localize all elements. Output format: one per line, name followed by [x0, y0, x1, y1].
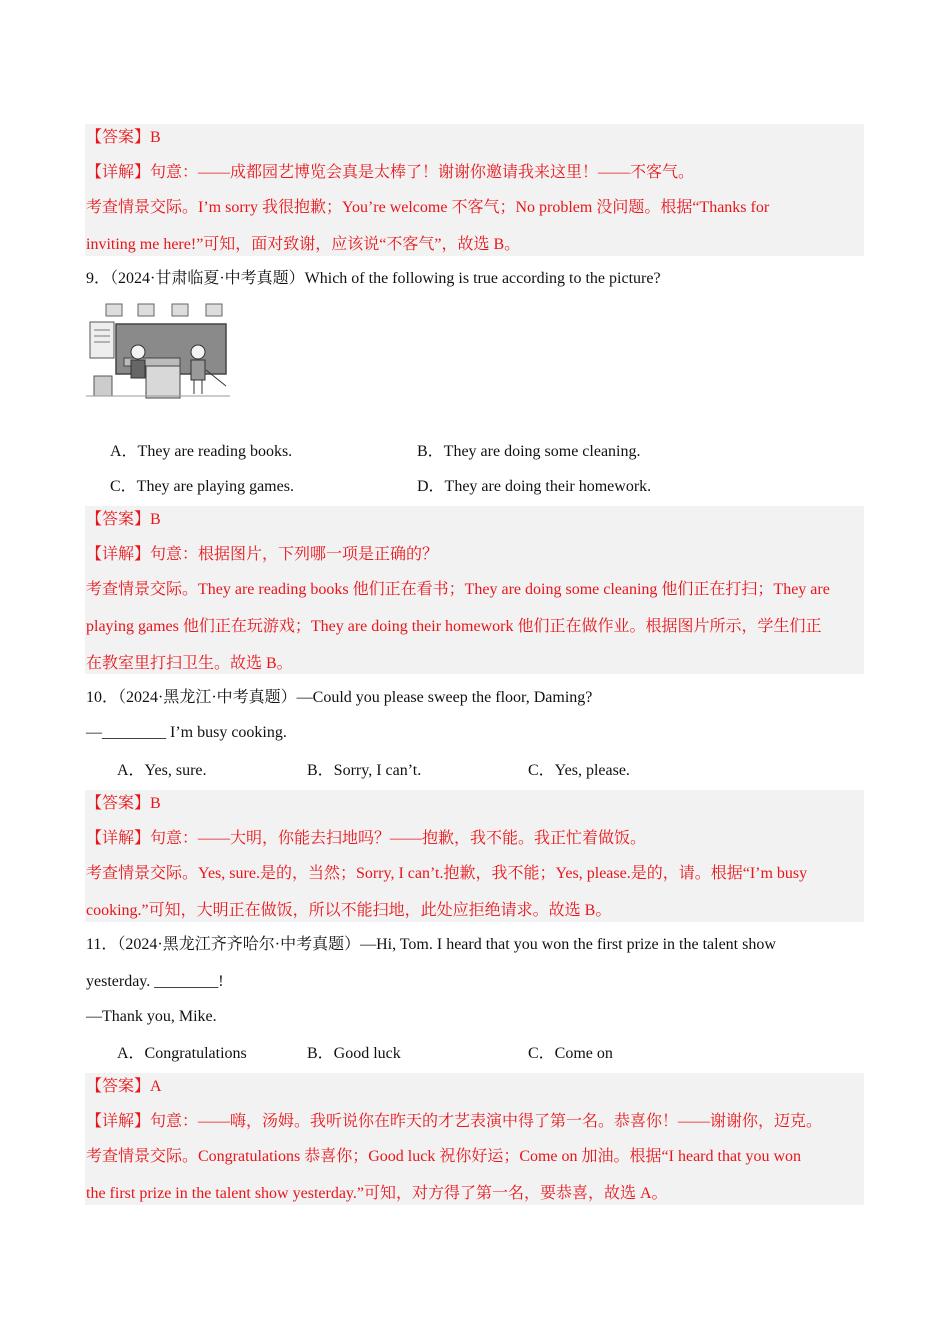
- analysis-text: 考查情景交际。They are reading books 他们正在看书；They are doing some cleaning 他们正在打扫；They are: [86, 581, 830, 598]
- answer-label: 【答案】B: [86, 511, 161, 528]
- option-c: C．Come on: [528, 1045, 613, 1062]
- question-stem-q11-line2: yesterday. ________!: [86, 973, 224, 990]
- answer-label: 【答案】B: [86, 129, 161, 146]
- analysis-text: 考查情景交际。I’m sorry 我很抱歉；You’re welcome 不客气；No problem 没问题。根据“Thanks for: [86, 199, 770, 216]
- detail-text: 【详解】句意：根据图片，下列哪一项是正确的？: [86, 546, 439, 563]
- analysis-text: playing games 他们正在玩游戏；They are doing their homework 他们正在做作业。根据图片所示，学生们正: [86, 618, 822, 635]
- option-c: C．Yes, please.: [528, 762, 630, 779]
- option-b: B．Sorry, I can’t.: [307, 762, 422, 779]
- option-d: D．They are doing their homework.: [417, 478, 652, 495]
- question-stem-q11-line3: —Thank you, Mike.: [86, 1008, 217, 1025]
- detail-text: 【详解】句意：——成都园艺博览会真是太棒了！谢谢你邀请我来这里！——不客气。: [86, 164, 695, 181]
- option-b: B．Good luck: [307, 1045, 401, 1062]
- classroom-picture: [86, 300, 230, 400]
- question-stem-q10: 10．（2024·黑龙江·中考真题）—Could you please sweep the floor, Daming?: [86, 689, 593, 706]
- answer-label: 【答案】B: [86, 795, 161, 812]
- answer-block-q11: [85, 1073, 864, 1205]
- analysis-text: inviting me here!”可知，面对致谢，应该说“不客气”，故选 B。: [86, 236, 521, 253]
- detail-text: 【详解】句意：——大明，你能去扫地吗？——抱歉，我不能。我正忙着做饭。: [86, 830, 647, 847]
- analysis-text: the first prize in the talent show yesterday.”可知，对方得了第一名，要恭喜，故选 A。: [86, 1185, 668, 1202]
- answer-label: 【答案】A: [86, 1078, 162, 1095]
- analysis-text: 考查情景交际。Yes, sure.是的，当然；Sorry, I can’t.抱歉，我不能；Yes, please.是的，请。根据“I’m busy: [86, 865, 808, 882]
- question-stem-q9: 9．（2024·甘肃临夏·中考真题）Which of the following is true according to the picture?: [86, 270, 661, 287]
- analysis-text: 在教室里打扫卫生。故选 B。: [86, 655, 293, 672]
- analysis-text: cooking.”可知，大明正在做饭，所以不能扫地，此处应拒绝请求。故选 B。: [86, 902, 612, 919]
- question-stem-q11: 11．（2024·黑龙江齐齐哈尔·中考真题）—Hi, Tom. I heard that you won the first prize in the talent show: [86, 936, 776, 953]
- option-c: C．They are playing games.: [110, 478, 294, 495]
- answer-block-q9: [85, 506, 864, 674]
- option-b: B．They are doing some cleaning.: [417, 443, 641, 460]
- option-a: A．Congratulations: [117, 1045, 247, 1062]
- analysis-text: 考查情景交际。Congratulations 恭喜你；Good luck 祝你好运；Come on 加油。根据“I heard that you won: [86, 1148, 802, 1165]
- detail-text: 【详解】句意：——嗨，汤姆。我听说你在昨天的才艺表演中得了第一名。恭喜你！——谢谢你，迈克。: [86, 1113, 823, 1130]
- question-stem-q10-line2: —________ I’m busy cooking.: [86, 724, 287, 741]
- option-a: A．Yes, sure.: [117, 762, 207, 779]
- option-a: A．They are reading books.: [110, 443, 293, 460]
- answer-block-q10: [85, 790, 864, 922]
- answer-block-q8: [85, 124, 864, 256]
